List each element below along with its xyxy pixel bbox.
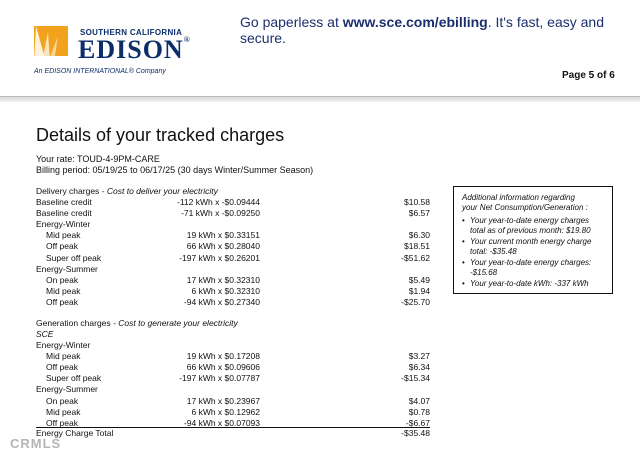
charge-calculation: 19 kWh x $0.17208 <box>186 351 260 362</box>
charge-label: Energy-Summer <box>36 384 98 395</box>
charge-label: Off peak <box>46 296 78 307</box>
total-row <box>36 428 430 438</box>
charge-row <box>36 253 430 263</box>
charge-label: On peak <box>46 395 79 406</box>
charge-label: Baseline credit <box>36 197 92 207</box>
total-label: Energy Charge Total <box>36 428 114 438</box>
charge-row <box>36 286 430 296</box>
charge-amount: $0.78 <box>408 406 430 417</box>
delivery-heading: Delivery charges - Cost to deliver your electricity <box>36 186 218 196</box>
charge-calculation: 19 kWh x $0.33151 <box>186 230 260 241</box>
bill-header <box>0 0 640 98</box>
charge-group-heading <box>36 384 430 394</box>
charge-calculation: -71 kWh x -$0.09250 <box>181 208 260 219</box>
charge-calculation: 66 kWh x $0.28040 <box>186 241 260 252</box>
info-item: • Your current month energy charge total: -$35.48 <box>462 237 606 257</box>
charge-label: On peak <box>46 274 79 285</box>
charge-calculation: -112 kWh x -$0.09444 <box>177 197 260 207</box>
charge-row <box>36 230 430 240</box>
page-title: Details of your tracked charges <box>36 125 285 145</box>
header-divider <box>0 96 640 102</box>
charge-amount: $10.58 <box>404 197 430 207</box>
total-amount: -$35.48 <box>401 428 430 438</box>
charge-calculation: -94 kWh x $0.27340 <box>183 296 260 307</box>
charge-group-heading <box>36 340 430 350</box>
charge-amount: -$25.70 <box>401 296 430 307</box>
charge-amount: $3.27 <box>408 351 430 362</box>
charge-label: Off peak <box>46 362 78 373</box>
charge-label: Mid peak <box>46 285 81 296</box>
charge-row <box>36 351 430 361</box>
generation-provider: SCE <box>36 329 54 339</box>
info-item: • Your year-to-date energy charges total as of previous month: $19.80 <box>462 216 606 236</box>
charge-amount: $6.57 <box>408 208 430 219</box>
charge-row <box>36 396 430 406</box>
charge-calculation: -197 kWh x $0.07787 <box>179 373 260 384</box>
charge-calculation: 6 kWh x $0.12962 <box>191 406 260 417</box>
edison-logo <box>34 26 68 62</box>
charge-calculation: 66 kWh x $0.09606 <box>186 362 260 373</box>
info-title-line-2: your Net Consumption/Generation : <box>462 203 588 212</box>
billing-period: Billing period: 05/19/25 to 06/17/25 (30 days Winter/Summer Season) <box>36 165 314 175</box>
charge-amount: -$51.62 <box>401 252 430 263</box>
generation-heading: Generation charges - Cost to generate your electricity <box>36 318 238 328</box>
charge-amount: $6.34 <box>408 362 430 373</box>
sunburst-icon <box>34 26 68 62</box>
charge-calculation: 6 kWh x $0.32310 <box>191 285 260 296</box>
page-number: Page 5 of 6 <box>562 70 615 81</box>
charge-row <box>36 208 430 218</box>
charge-label: Super off peak <box>46 252 102 263</box>
charge-label: Energy-Summer <box>36 263 98 274</box>
info-item: • Your year-to-date energy charges: -$15.68 <box>462 258 606 278</box>
charge-row <box>36 362 430 372</box>
info-list <box>462 216 606 289</box>
charge-row <box>36 197 430 207</box>
charge-label: Mid peak <box>46 406 81 417</box>
charge-row <box>36 275 430 285</box>
net-consumption-info-box <box>453 186 613 294</box>
rate-line: Your rate: TOUD-4-9PM-CARE <box>36 154 160 164</box>
charge-label: Mid peak <box>46 230 81 241</box>
charge-label: Off peak <box>46 241 78 252</box>
company-region: SOUTHERN CALIFORNIA <box>80 28 183 37</box>
charge-amount: $6.30 <box>408 230 430 241</box>
charge-amount: $4.07 <box>408 395 430 406</box>
info-title-line-1: Additional information regarding <box>462 193 575 202</box>
charge-label: Energy-Winter <box>36 219 91 230</box>
charge-calculation: -197 kWh x $0.26201 <box>179 252 260 263</box>
charge-amount: $1.94 <box>408 285 430 296</box>
charge-row <box>36 407 430 417</box>
charge-label: Baseline credit <box>36 208 92 219</box>
charge-label: Off peak <box>46 417 78 428</box>
charge-row <box>36 297 430 307</box>
charge-calculation: 17 kWh x $0.32310 <box>186 274 260 285</box>
info-item: • Your year-to-date kWh: -337 kWh <box>462 279 606 289</box>
company-name: EDISON® <box>78 35 191 64</box>
paperless-promo: Go paperless at www.sce.com/ebilling. It's fast, easy and secure. <box>240 14 604 46</box>
ebilling-link[interactable]: www.sce.com/ebilling <box>342 14 488 30</box>
mls-watermark: CRMLS <box>10 436 62 451</box>
charge-amount: $5.49 <box>408 274 430 285</box>
charge-group-heading <box>36 264 430 274</box>
charge-row <box>36 373 430 383</box>
charge-label: Super off peak <box>46 373 102 384</box>
charge-label: Mid peak <box>46 351 81 362</box>
charge-calculation: -94 kWh x $0.07093 <box>183 417 260 428</box>
charge-calculation: 17 kWh x $0.23967 <box>186 395 260 406</box>
charge-amount: $18.51 <box>404 241 430 252</box>
charge-group-heading <box>36 219 430 229</box>
charge-label: Energy-Winter <box>36 340 91 350</box>
charge-amount: -$6.67 <box>405 417 430 428</box>
charge-row <box>36 241 430 251</box>
company-parent: An EDISON INTERNATIONAL® Company <box>34 68 166 75</box>
charge-amount: -$15.34 <box>401 373 430 384</box>
